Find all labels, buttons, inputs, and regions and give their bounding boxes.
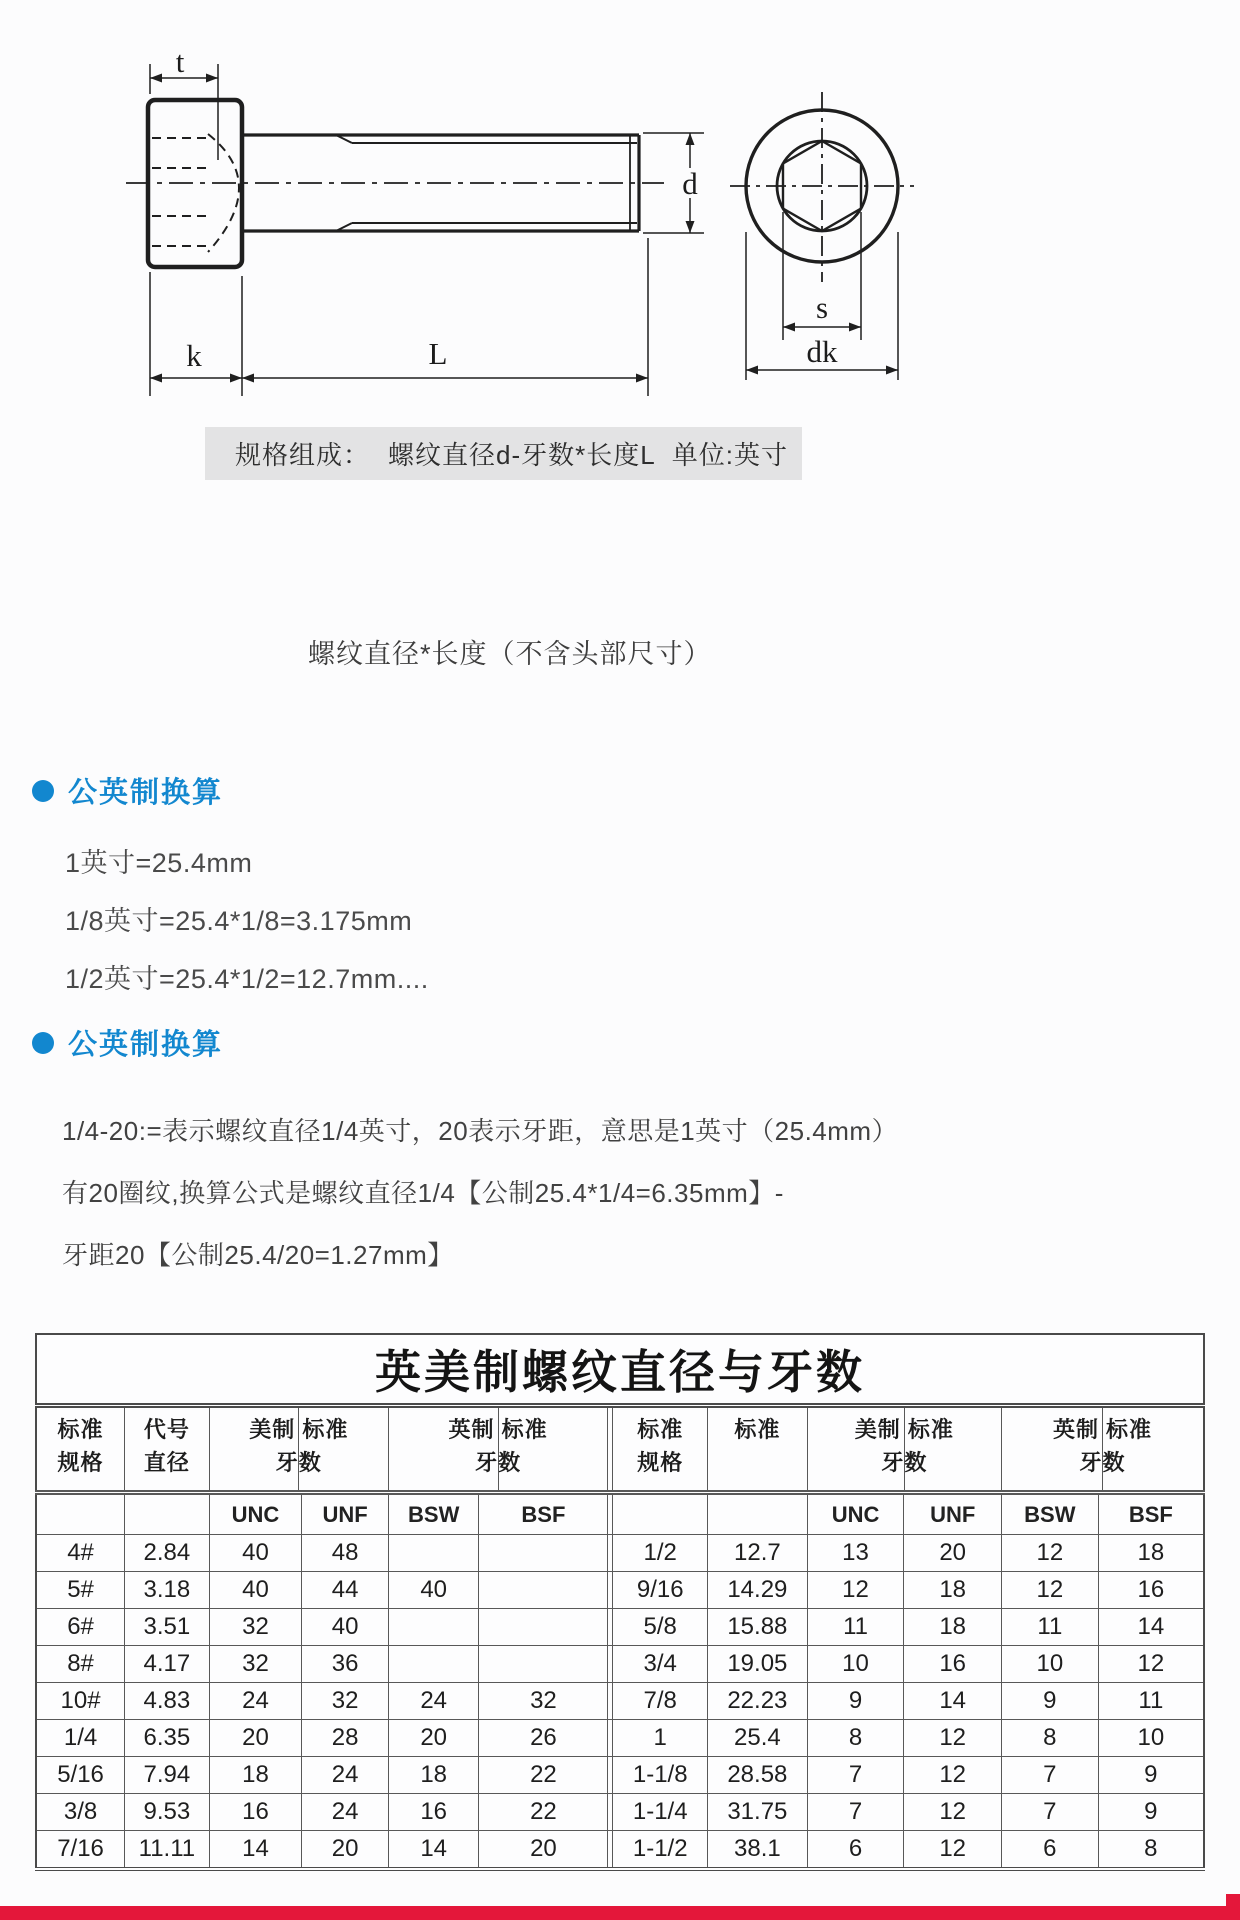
table-cell: 28 bbox=[302, 1720, 389, 1757]
table-cell: 22 bbox=[479, 1794, 608, 1831]
table-cell: 3.18 bbox=[125, 1572, 210, 1609]
table-cell: 8 bbox=[1098, 1831, 1204, 1870]
table-cell: 7 bbox=[807, 1757, 904, 1794]
table-cell: 20 bbox=[209, 1720, 302, 1757]
table-cell: 9.53 bbox=[125, 1794, 210, 1831]
table-cell: 38.1 bbox=[708, 1831, 808, 1870]
table-cell: 12 bbox=[904, 1720, 1002, 1757]
table-cell: 32 bbox=[209, 1609, 302, 1646]
table-cell: 5/16 bbox=[36, 1757, 125, 1794]
table-header-groups bbox=[36, 1406, 1204, 1493]
bullet-dot-icon bbox=[32, 780, 54, 802]
center-lines-front bbox=[730, 92, 914, 282]
table-cell bbox=[479, 1535, 608, 1572]
table-cell bbox=[388, 1535, 479, 1572]
spec-format-text: 螺纹直径d-牙数*长度L bbox=[388, 440, 656, 470]
table-cell: 14 bbox=[904, 1683, 1002, 1720]
col-header-uk-threads: 英制 标准 牙数 bbox=[1002, 1406, 1204, 1493]
table-cell: 25.4 bbox=[708, 1720, 808, 1757]
measure-note: 螺纹直径*长度（不含头部尺寸） bbox=[308, 639, 712, 669]
table-cell: 12 bbox=[807, 1572, 904, 1609]
bullet-dot-icon bbox=[32, 1032, 54, 1054]
hidden-socket-cone bbox=[208, 134, 239, 252]
table-cell: 11 bbox=[1098, 1683, 1204, 1720]
spec-format-bar bbox=[205, 427, 802, 480]
table-cell: 9 bbox=[807, 1683, 904, 1720]
table-cell: 32 bbox=[479, 1683, 608, 1720]
col-header-us-threads: 美制 标准 牙数 bbox=[209, 1406, 388, 1493]
table-row bbox=[36, 1683, 1204, 1720]
col-header-std-spec: 标准 规格 bbox=[613, 1406, 708, 1493]
table-cell: 12.7 bbox=[708, 1535, 808, 1572]
table-cell: 14 bbox=[388, 1831, 479, 1870]
spec-unit-text: 单位:英寸 bbox=[671, 440, 788, 470]
table-cell: 3/8 bbox=[36, 1794, 125, 1831]
table-title-row bbox=[36, 1334, 1204, 1406]
table-cell: 14 bbox=[1098, 1609, 1204, 1646]
table-cell: 8# bbox=[36, 1646, 125, 1683]
conversion-line: 1/2英寸=25.4*1/2=12.7mm.... bbox=[65, 964, 429, 994]
table-cell: 26 bbox=[479, 1720, 608, 1757]
table-cell: 5# bbox=[36, 1572, 125, 1609]
table-cell: 36 bbox=[302, 1646, 389, 1683]
table-cell: 12 bbox=[1002, 1572, 1099, 1609]
hidden-socket-lines bbox=[152, 138, 208, 246]
table-cell: 6# bbox=[36, 1609, 125, 1646]
bottom-bar-notch bbox=[1226, 1894, 1240, 1906]
kl-extension-lines bbox=[150, 238, 648, 396]
table-row bbox=[36, 1757, 1204, 1794]
table-cell: 1 bbox=[613, 1720, 708, 1757]
table-cell: 7 bbox=[1002, 1757, 1099, 1794]
table-cell: 12 bbox=[904, 1757, 1002, 1794]
spec-format-label: 规格组成： bbox=[235, 440, 371, 470]
table-cell: 16 bbox=[1098, 1572, 1204, 1609]
thread-explanation-lines bbox=[62, 1100, 898, 1286]
conversion-line: 1英寸=25.4mm bbox=[65, 848, 253, 878]
table-cell: 48 bbox=[302, 1535, 389, 1572]
table-cell: 20 bbox=[302, 1831, 389, 1870]
table-row bbox=[36, 1646, 1204, 1683]
table-cell: 5/8 bbox=[613, 1609, 708, 1646]
col-header-std-spec: 标准 规格 bbox=[36, 1406, 125, 1493]
table-cell bbox=[479, 1572, 608, 1609]
table-cell: 7 bbox=[1002, 1794, 1099, 1831]
table-cell: 22.23 bbox=[708, 1683, 808, 1720]
table-cell: 7 bbox=[807, 1794, 904, 1831]
table-cell: 10 bbox=[1098, 1720, 1204, 1757]
table-cell: 1-1/4 bbox=[613, 1794, 708, 1831]
col-header-unf: UNF bbox=[302, 1493, 389, 1535]
table-cell: 16 bbox=[388, 1794, 479, 1831]
table-cell: 11.11 bbox=[125, 1831, 210, 1870]
table-cell: 9 bbox=[1098, 1794, 1204, 1831]
table-cell: 32 bbox=[302, 1683, 389, 1720]
screw-technical-drawing bbox=[90, 40, 970, 410]
table-header-units bbox=[36, 1493, 1204, 1535]
col-header-std: 标准 bbox=[708, 1406, 808, 1493]
table-cell: 7.94 bbox=[125, 1757, 210, 1794]
col-header-unc: UNC bbox=[807, 1493, 904, 1535]
table-body bbox=[36, 1535, 1204, 1870]
col-header-uk-threads: 英制 标准 牙数 bbox=[388, 1406, 607, 1493]
dim-label-t: t bbox=[175, 44, 185, 79]
table-cell: 28.58 bbox=[708, 1757, 808, 1794]
table-cell: 16 bbox=[209, 1794, 302, 1831]
table-cell: 7/8 bbox=[613, 1683, 708, 1720]
table-row bbox=[36, 1572, 1204, 1609]
table-cell: 14 bbox=[209, 1831, 302, 1870]
table-cell: 40 bbox=[209, 1535, 302, 1572]
table-cell: 12 bbox=[1098, 1646, 1204, 1683]
table-cell: 24 bbox=[302, 1757, 389, 1794]
table-cell: 44 bbox=[302, 1572, 389, 1609]
table-cell: 40 bbox=[302, 1609, 389, 1646]
table-row bbox=[36, 1794, 1204, 1831]
table-cell: 40 bbox=[209, 1572, 302, 1609]
explanation-line: 牙距20【公制25.4/20=1.27mm】 bbox=[62, 1240, 454, 1270]
table-cell: 19.05 bbox=[708, 1646, 808, 1683]
table-cell: 20 bbox=[904, 1535, 1002, 1572]
conversion-lines bbox=[65, 834, 429, 1008]
table-title: 英美制螺纹直径与牙数 bbox=[36, 1334, 1204, 1406]
table-cell: 9 bbox=[1002, 1683, 1099, 1720]
table-cell: 6.35 bbox=[125, 1720, 210, 1757]
dim-label-k: k bbox=[186, 338, 202, 373]
table-cell: 11 bbox=[1002, 1609, 1099, 1646]
col-header-code-dia: 代号 直径 bbox=[125, 1406, 210, 1493]
col-header-us-threads: 美制 标准 牙数 bbox=[807, 1406, 1001, 1493]
bottom-accent-bar bbox=[0, 1906, 1240, 1920]
col-header-bsf: BSF bbox=[1098, 1493, 1204, 1535]
table-cell: 1-1/8 bbox=[613, 1757, 708, 1794]
table-cell bbox=[388, 1609, 479, 1646]
col-header-bsf: BSF bbox=[479, 1493, 608, 1535]
table-cell: 9/16 bbox=[613, 1572, 708, 1609]
table-cell bbox=[388, 1646, 479, 1683]
table-cell: 20 bbox=[479, 1831, 608, 1870]
table-cell: 1/4 bbox=[36, 1720, 125, 1757]
table-cell: 22 bbox=[479, 1757, 608, 1794]
table-cell: 11 bbox=[807, 1609, 904, 1646]
table-cell: 3/4 bbox=[613, 1646, 708, 1683]
dim-label-L: L bbox=[428, 336, 448, 371]
table-row bbox=[36, 1535, 1204, 1572]
table-cell: 10 bbox=[807, 1646, 904, 1683]
table-cell: 12 bbox=[904, 1794, 1002, 1831]
table-cell: 8 bbox=[1002, 1720, 1099, 1757]
section-heading-conversion-2 bbox=[32, 1022, 223, 1063]
table-cell: 10 bbox=[1002, 1646, 1099, 1683]
section-heading-conversion-1 bbox=[32, 770, 223, 811]
table-cell: 18 bbox=[1098, 1535, 1204, 1572]
explanation-line: 有20圈纹,换算公式是螺纹直径1/4【公制25.4*1/4=6.35mm】- bbox=[62, 1178, 784, 1208]
table-cell: 14.29 bbox=[708, 1572, 808, 1609]
table-row bbox=[36, 1720, 1204, 1757]
table-cell: 4# bbox=[36, 1535, 125, 1572]
dim-label-dk: dk bbox=[806, 334, 838, 369]
table-cell: 6 bbox=[807, 1831, 904, 1870]
table-cell: 1/2 bbox=[613, 1535, 708, 1572]
table-cell: 4.83 bbox=[125, 1683, 210, 1720]
table-cell bbox=[479, 1609, 608, 1646]
table-cell: 1-1/2 bbox=[613, 1831, 708, 1870]
table-cell: 40 bbox=[388, 1572, 479, 1609]
table-cell: 18 bbox=[388, 1757, 479, 1794]
dim-label-d: d bbox=[682, 166, 698, 201]
table-cell: 18 bbox=[209, 1757, 302, 1794]
table-cell: 12 bbox=[1002, 1535, 1099, 1572]
table-cell: 18 bbox=[904, 1572, 1002, 1609]
table-cell: 12 bbox=[904, 1831, 1002, 1870]
col-header-unc: UNC bbox=[209, 1493, 302, 1535]
table-cell: 20 bbox=[388, 1720, 479, 1757]
thread-size-table bbox=[35, 1333, 1205, 1871]
table-row bbox=[36, 1831, 1204, 1870]
table-cell: 24 bbox=[209, 1683, 302, 1720]
conversion-line: 1/8英寸=25.4*1/8=3.175mm bbox=[65, 906, 413, 936]
col-header-bsw: BSW bbox=[388, 1493, 479, 1535]
table-cell: 15.88 bbox=[708, 1609, 808, 1646]
section-heading-text: 公英制换算 bbox=[68, 1029, 224, 1061]
table-cell: 24 bbox=[388, 1683, 479, 1720]
section-heading-text: 公英制换算 bbox=[68, 777, 224, 809]
table-cell: 18 bbox=[904, 1609, 1002, 1646]
table-cell: 13 bbox=[807, 1535, 904, 1572]
dim-label-s: s bbox=[815, 290, 829, 325]
table-cell: 24 bbox=[302, 1794, 389, 1831]
table-cell: 9 bbox=[1098, 1757, 1204, 1794]
table-cell: 7/16 bbox=[36, 1831, 125, 1870]
table-cell: 4.17 bbox=[125, 1646, 210, 1683]
table-cell: 31.75 bbox=[708, 1794, 808, 1831]
table-cell: 6 bbox=[1002, 1831, 1099, 1870]
col-header-bsw: BSW bbox=[1002, 1493, 1099, 1535]
table-cell: 2.84 bbox=[125, 1535, 210, 1572]
table-cell bbox=[479, 1646, 608, 1683]
table-cell: 10# bbox=[36, 1683, 125, 1720]
table-cell: 16 bbox=[904, 1646, 1002, 1683]
col-header-unf: UNF bbox=[904, 1493, 1002, 1535]
table-cell: 32 bbox=[209, 1646, 302, 1683]
table-cell: 8 bbox=[807, 1720, 904, 1757]
explanation-line: 1/4-20:=表示螺纹直径1/4英寸，20表示牙距，意思是1英寸（25.4mm） bbox=[62, 1116, 899, 1146]
table-cell: 3.51 bbox=[125, 1609, 210, 1646]
table-row bbox=[36, 1609, 1204, 1646]
